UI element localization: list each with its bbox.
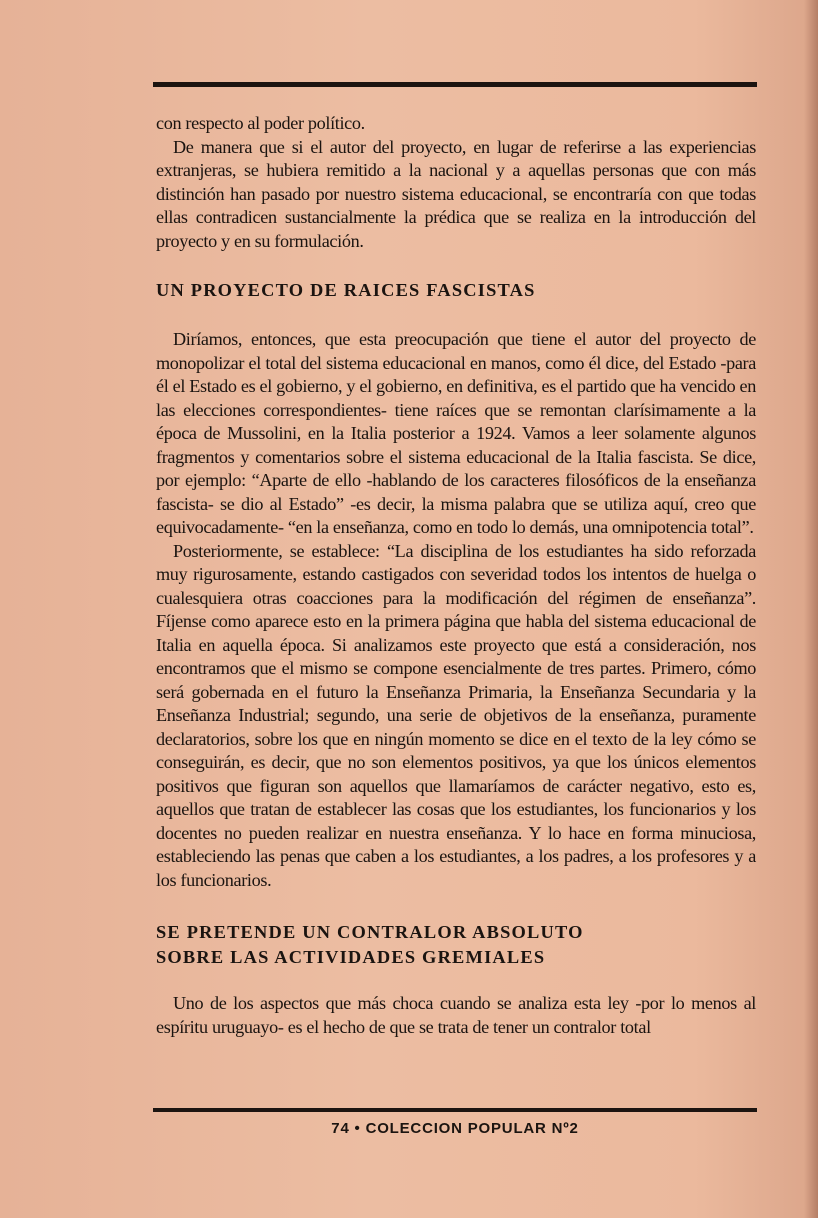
paragraph-1: con respecto al poder político. (156, 113, 365, 133)
paragraph-5: Uno de los aspectos que más choca cuando se analiza esta ley -por lo menos al espíritu uruguayo- es el hecho de que se trata de tener un contralor total (156, 993, 756, 1037)
section-heading-absolute-control-line1: SE PRETENDE UN CONTRALOR ABSOLUTO (156, 922, 584, 942)
paragraph-2: De manera que si el autor del proyecto, en lugar de referirse a las experiencias extranjeras, se hubiera remitido a la nacional y a aquellas personas que con más distinción han pasado por nuestro sistema educacional, se encontraría con que todas ellas contradicen sustancialmente la prédica que se realiza en la introducción del proyecto y en su formulación. (156, 136, 756, 251)
page-edge-shadow (804, 0, 818, 1218)
section-heading-fascist-roots: UN PROYECTO DE RAICES FASCISTAS (156, 280, 536, 300)
section-heading-absolute-control-line2: SOBRE LAS ACTIVIDADES GREMIALES (156, 947, 546, 967)
body-text (156, 112, 756, 1039)
paragraph-4: Posteriormente, se establece: “La disciplina de los estudiantes ha sido reforzada muy rigurosamente, estando castigados con severidad todos los intentos de huelga o cualesquiera otras coacciones para la modificación del régimen de enseñanza”. Fíjense como aparece esto en la primera página que habla del sistema educacional de Italia en aquella época. Si analizamos este proyecto que está a consideración, nos encontramos que el mismo se compone esencialmente de tres partes. Primero, cómo será gobernada en el futuro la Enseñanza Primaria, la Enseñanza Secundaria y la Enseñanza Industrial; segundo, una serie de objetivos de la enseñanza, puramente declaratorios, sobre los que en ningún momento se dice en el texto de la ley cómo se conseguirán, es decir, que no son elementos positivos, ya que los únicos elementos positivos que figuran son aquellos que llamaríamos de carácter negativo, esto es, aquellos que tratan de establecer las cosas que los estudiantes, los funcionarios y los docentes no pueden realizar en nuestra enseñanza. Y lo hace en forma minuciosa, estableciendo las penas que caben a los estudiantes, a los padres, a los profesores y a los funcionarios. (156, 540, 756, 890)
page-footer: 74 • COLECCION POPULAR Nº2 (331, 1120, 579, 1137)
top-rule (153, 82, 757, 87)
paragraph-3: Diríamos, entonces, que esta preocupación que tiene el autor del proyecto de monopolizar el total del sistema educacional en manos, como él dice, del Estado -para él el Estado es el gobierno, y el gobierno, en definitiva, es el partido que ha vencido en las elecciones correspondientes- tiene raíces que se remontan clarísimamente a la época de Mussolini, en la Italia posterior a 1924. Vamos a leer solamente algunos fragmentos y comentarios sobre el sistema educacional de la Italia fascista. Se dice, por ejemplo: “Aparte de ello -hablando de los caracteres filosóficos de la enseñanza fascista- se dio al Estado” -es decir, la misma palabra que se utiliza aquí, creo que equivocadamente- “en la enseñanza, como en todo lo demás, una omnipotencia total”. (156, 329, 756, 537)
bottom-rule (153, 1108, 757, 1112)
